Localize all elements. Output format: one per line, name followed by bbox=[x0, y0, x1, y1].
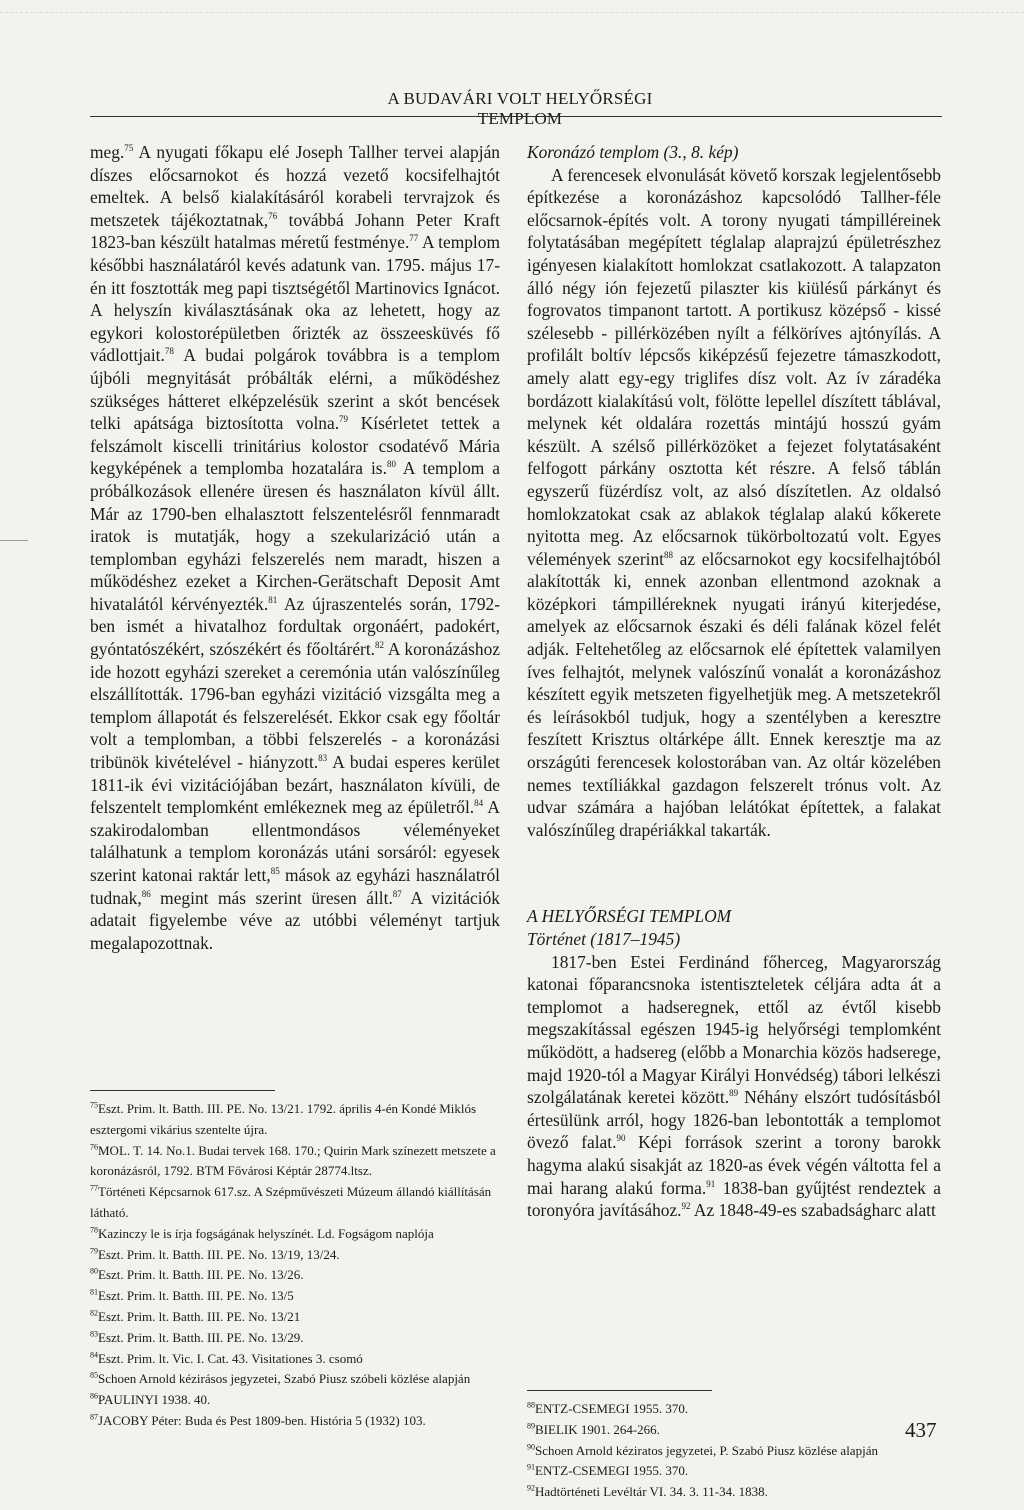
footnote-ref: 90 bbox=[616, 1133, 626, 1144]
footnote-number: 80 bbox=[90, 1267, 98, 1277]
footnote-ref: 82 bbox=[375, 640, 385, 651]
footnote-text: Eszt. Prim. lt. Batth. III. PE. No. 13/21 bbox=[98, 1308, 301, 1324]
footnote-text: PAULINYI 1938. 40. bbox=[98, 1392, 211, 1408]
footnote-item bbox=[90, 1141, 500, 1183]
footnote-number: 88 bbox=[527, 1400, 535, 1410]
section-subheading: Történet (1817–1945) bbox=[527, 929, 681, 949]
footnote-number: 77 bbox=[90, 1183, 98, 1193]
left-column bbox=[90, 141, 500, 954]
footnote-item bbox=[90, 1099, 500, 1141]
page-number: 437 bbox=[905, 1418, 937, 1442]
left-paragraph: meg.$^{75}$ A nyugati főkapu elé Joseph Tallher tervei alapján díszes előcsarnokot és hozzá vezető kocsifelhajtót emeltek. A belső kialakításáról korabeli tervrajzok és metszetek tájékoztatnak,$^{76}$ továbbá Johann Peter Kraft 1823-ban készült hatalmas méretű festménye.$^{77}$ A templom későbbi használatáról kevés adatunk van. 1795. május 17-én itt fosztották meg papi tisztségétől Martinovics Ignácot. A helyszín kiválasztásának oka az lehetett, hogy az egykori kolostorépületben őrizték az összeesküvés fő vádlottjait.$^{78}$ A budai polgárok továbbra is a templom újbóli megnyitását próbálták elérni, a működéshez szükséges hátteret elképzelésük szerint a skót bencések telki apátsága biztosította volna.$^{79}$ Kísérletet tettek a felszámolt kiscelli trinitárius kolostor csodatévő Mária kegyképének a templomba hozatalára is.$^{80}$ A templom a próbálkozások ellenére üresen és használaton kívül állt. Már az 1790-ben elhalasztott felszentelésről fennmaradt iratok is mutatják, hogy a szekularizáció után a templomban egyházi felszerelés nem maradt, hiszen a működéshez ezeket a Kirchen-Gerätschaft Deposit Amt hivatalától kérvényezték.$^{81}$ Az újraszentelés során, 1792-ben ismét a hivatalhoz fordultak orgonáért, padokért, gyóntatószékért, szószékért és főoltárért.$^{82}$ A koronázáshoz ide hozott egyházi szereket a ceremónia után valószínűleg elszállították. 1796-ban egyházi vizitáció vizsgálta meg a templom állapotát és felszerelését. Ekkor csak egy főoltár volt a templomban, a többi felszerelés - a koronázási tribünök kivételével - hiányzott.$^{83}$ A budai esperes kerület 1811-ik évi vizitációjában bezárt, használaton kívüli, de felszentelt templomként emlékeznek meg az épületről.$^{84}$ A szakirodalomban ellentmondásos véleményeket találhatunk a templom koronázás utáni sorsáról: egyesek szerint katonai raktár lett,$^{85}$ mások az egyházi használatról tudnak,$^{86}$ megint más szerint üresen állt.$^{87}$ A vizitációk adatait figyelembe véve az utóbbi véleményt tartjuk megalapozottnak. bbox=[90, 142, 500, 953]
footnote-ref: 84 bbox=[474, 798, 484, 809]
footnote-ref: 79 bbox=[339, 414, 349, 425]
footnote-rule bbox=[90, 1090, 275, 1091]
footnote-ref: 77 bbox=[409, 233, 419, 244]
footnote-text: Eszt. Prim. lt. Vic. I. Cat. 43. Visitationes 3. csomó bbox=[98, 1350, 363, 1366]
footnote-item bbox=[90, 1390, 500, 1411]
footnote-number: 83 bbox=[90, 1329, 98, 1339]
footnote-number: 82 bbox=[90, 1308, 98, 1318]
footnote-ref: 81 bbox=[268, 595, 278, 606]
footnote-number: 89 bbox=[527, 1421, 535, 1431]
footnote-text: JACOBY Péter: Buda és Pest 1809-ben. História 5 (1932) 103. bbox=[98, 1412, 426, 1428]
footnote-ref: 78 bbox=[164, 346, 174, 357]
footnote-number: 76 bbox=[90, 1142, 98, 1152]
footnote-text: Schoen Arnold kézirásos jegyzetei, Szabó Piusz szóbeli közlése alapján bbox=[98, 1371, 471, 1387]
footnote-number: 92 bbox=[527, 1483, 535, 1493]
footnote-ref: 87 bbox=[392, 888, 402, 899]
footnote-ref: 75 bbox=[124, 143, 134, 154]
footnote-rule bbox=[527, 1390, 712, 1391]
footnote-text: Eszt. Prim. lt. Batth. III. PE. No. 13/19, 13/24. bbox=[98, 1246, 340, 1262]
footnote-text: Schoen Arnold kéziratos jegyzetei, P. Szabó Piusz közlése alapján bbox=[535, 1442, 878, 1458]
footnote-item bbox=[90, 1224, 500, 1245]
footnote-number: 75 bbox=[90, 1100, 98, 1110]
footnote-text: Eszt. Prim. lt. Batth. III. PE. No. 13/21. 1792. április 4-én Kondé Miklós esztergomi vikárius szentelte újra. bbox=[90, 1101, 477, 1137]
footnote-ref: 89 bbox=[729, 1088, 739, 1099]
scan-edge-artifact bbox=[0, 0, 1024, 13]
footnote-text: Eszt. Prim. lt. Batth. III. PE. No. 13/26. bbox=[98, 1267, 304, 1283]
footnote-text: ENTZ-CSEMEGI 1955. 370. bbox=[535, 1401, 689, 1416]
right-paragraph: 1817-ben Estei Ferdinánd főherceg, Magyarország katonai főparancsnoka istentiszteletek céljára adta át a templomot a hadseregnek, ettől az évtől kisebb megszakítással egészen 1945-ig helyőrségi templomként működött, a hadsereg (előbb a Monarchia közös hadserege, majd 1920-tól a Magyar Királyi Honvédség) tábori lelkészi szolgálatának keretei között.$^{89}$ Néhány elszórt tudósításból értesülünk arról, hogy 1826-ban lebontották a templomot övező falat.$^{90}$ Képi források szerint a torony barokk hagyma alakú sisakját az 1820-as évek végén váltotta fel a mai harang alakú forma.$^{91}$ 1838-ban gyűjtést rendeztek a toronyóra javításához.$^{92}$ Az 1848-49-es szabadságharc alatt bbox=[527, 951, 941, 1221]
footnote-text: MOL. T. 14. No.1. Budai tervek 168. 170.; Quirin Mark színezett metszete a koronázásról, 1792. BTM Fővárosi Képtár 28774.ltsz. bbox=[90, 1142, 496, 1179]
footnote-text: Hadtörténeti Levéltár VI. 34. 3. 11-34. 1838. bbox=[535, 1484, 768, 1500]
footnote-ref: 83 bbox=[318, 753, 328, 764]
footnote-number: 87 bbox=[90, 1412, 98, 1422]
footnote-ref: 85 bbox=[270, 866, 280, 877]
footnote-text: Eszt. Prim. lt. Batth. III. PE. No. 13/29. bbox=[98, 1329, 304, 1345]
header-rule bbox=[90, 116, 942, 117]
section-subheading: Koronázó templom (3., 8. kép) bbox=[527, 142, 739, 162]
footnote-number: 81 bbox=[90, 1287, 98, 1297]
footnote-item bbox=[90, 1349, 500, 1370]
footnote-ref: 92 bbox=[681, 1201, 691, 1212]
footnote-ref: 76 bbox=[268, 210, 278, 221]
footnote-ref: 88 bbox=[664, 549, 674, 560]
footnote-item bbox=[90, 1328, 500, 1349]
running-header: A BUDAVÁRI VOLT HELYŐRSÉGI TEMPLOM bbox=[387, 89, 653, 128]
footnote-number: 91 bbox=[527, 1463, 535, 1473]
section-heading: A HELYŐRSÉGI TEMPLOM bbox=[527, 906, 732, 927]
footnote-number: 85 bbox=[90, 1371, 98, 1381]
footnote-text: BIELIK 1901. 264-266. bbox=[535, 1421, 660, 1437]
footnote-number: 78 bbox=[90, 1225, 98, 1235]
right-paragraph: A ferencesek elvonulását követő korszak legjelentősebb építkezése a koronázáshoz kapcsolódó Tallher-féle előcsarnok-építés volt. A torony nyugati támpilléreinek folytatásában megépített téglalap alaprajzú épületrészhez igényesen kialakított homlokzat csatlakozott. A talapzaton álló négy ión fejezetű pilaszter kis kiülésű párkányt és fogrovatos timpanont tartott. A portikusz középső - kissé szélesebb - pillérközében nyílt a félköríves ajtónyílás. A profilált boltív lépcsős kiképzésű fejezetre támaszkodott, amely alatt egy-egy triglifes dísz volt. Az ív záradéka bordázott kialakítású volt, fölötte lepellel díszített táblával, melynek két oldalára rozettás mintájú hosszú gyám készült. A szélső pillérközöket a fejezet folytatásaként felfogott párkány osztotta két részre. A felső táblán egyszerű füzérdísz volt, az alsó díszítetlen. Az oldalsó homlokzatokat csak az ablakok téglalap alakú kőkerete nyitotta meg. Az előcsarnok tükörboltozatú volt. Egyes vélemények szerint$^{88}$ az előcsarnokot egy kocsifelhajtóból alakították ki, ennek azonban ellentmond azoknak a középkori támpilléreknek nyugati irányú kiterjedése, amelyek az előcsarnok északi és déli falának közel felét adják. Feltehetőleg az előcsarnok elé építettek valamilyen íves felhajtót, melynek valószínű vonalát a koronázáshoz készített egyik metszeten figyelhetjük meg. A metszetekről és leírásokból tudjuk, hogy a szentélyben a keresztre feszített Krisztus oltárképe állt. Ennek keresztje ma az országúti ferencesek kolostorában van. Az oltár közelében nemes textíliákkal gazdagon felszerelt trónus volt. Az udvar számára a hajóban lelátókat építettek, a falakat valószínűleg drapériákkal takarták. bbox=[527, 164, 942, 840]
footnote-item bbox=[90, 1265, 500, 1286]
footnote-number: 86 bbox=[90, 1391, 98, 1401]
footnote-item bbox=[527, 1461, 941, 1482]
footnote-ref: 91 bbox=[706, 1178, 716, 1189]
right-column bbox=[527, 141, 941, 1222]
footnotes-left bbox=[90, 1090, 500, 1432]
footnote-item bbox=[90, 1182, 500, 1224]
footnote-text: ENTZ-CSEMEGI 1955. 370. bbox=[535, 1463, 689, 1479]
footnote-item bbox=[90, 1411, 500, 1432]
footnote-number: 84 bbox=[90, 1350, 98, 1360]
footnote-text: Történeti Képcsarnok 617.sz. A Szépművészeti Múzeum állandó kiállításán látható. bbox=[90, 1184, 492, 1220]
footnote-item bbox=[90, 1286, 500, 1307]
footnote-text: Kazinczy le is írja fogságának helyszínét. Ld. Fogságom naplója bbox=[98, 1225, 434, 1241]
footnote-item bbox=[90, 1245, 500, 1266]
footnote-ref: 86 bbox=[141, 888, 151, 899]
footnote-item bbox=[527, 1420, 941, 1441]
footnotes-right bbox=[527, 1390, 941, 1503]
footnote-item bbox=[90, 1369, 500, 1390]
footnote-text: Eszt. Prim. lt. Batth. III. PE. No. 13/5 bbox=[98, 1288, 294, 1304]
footnote-ref: 80 bbox=[386, 459, 396, 470]
footnote-item bbox=[527, 1482, 941, 1503]
margin-mark bbox=[0, 540, 28, 541]
footnote-number: 90 bbox=[527, 1442, 535, 1452]
footnote-number: 79 bbox=[90, 1246, 98, 1256]
footnote-item bbox=[527, 1399, 941, 1420]
footnote-item bbox=[90, 1307, 500, 1328]
footnote-item bbox=[527, 1441, 941, 1462]
